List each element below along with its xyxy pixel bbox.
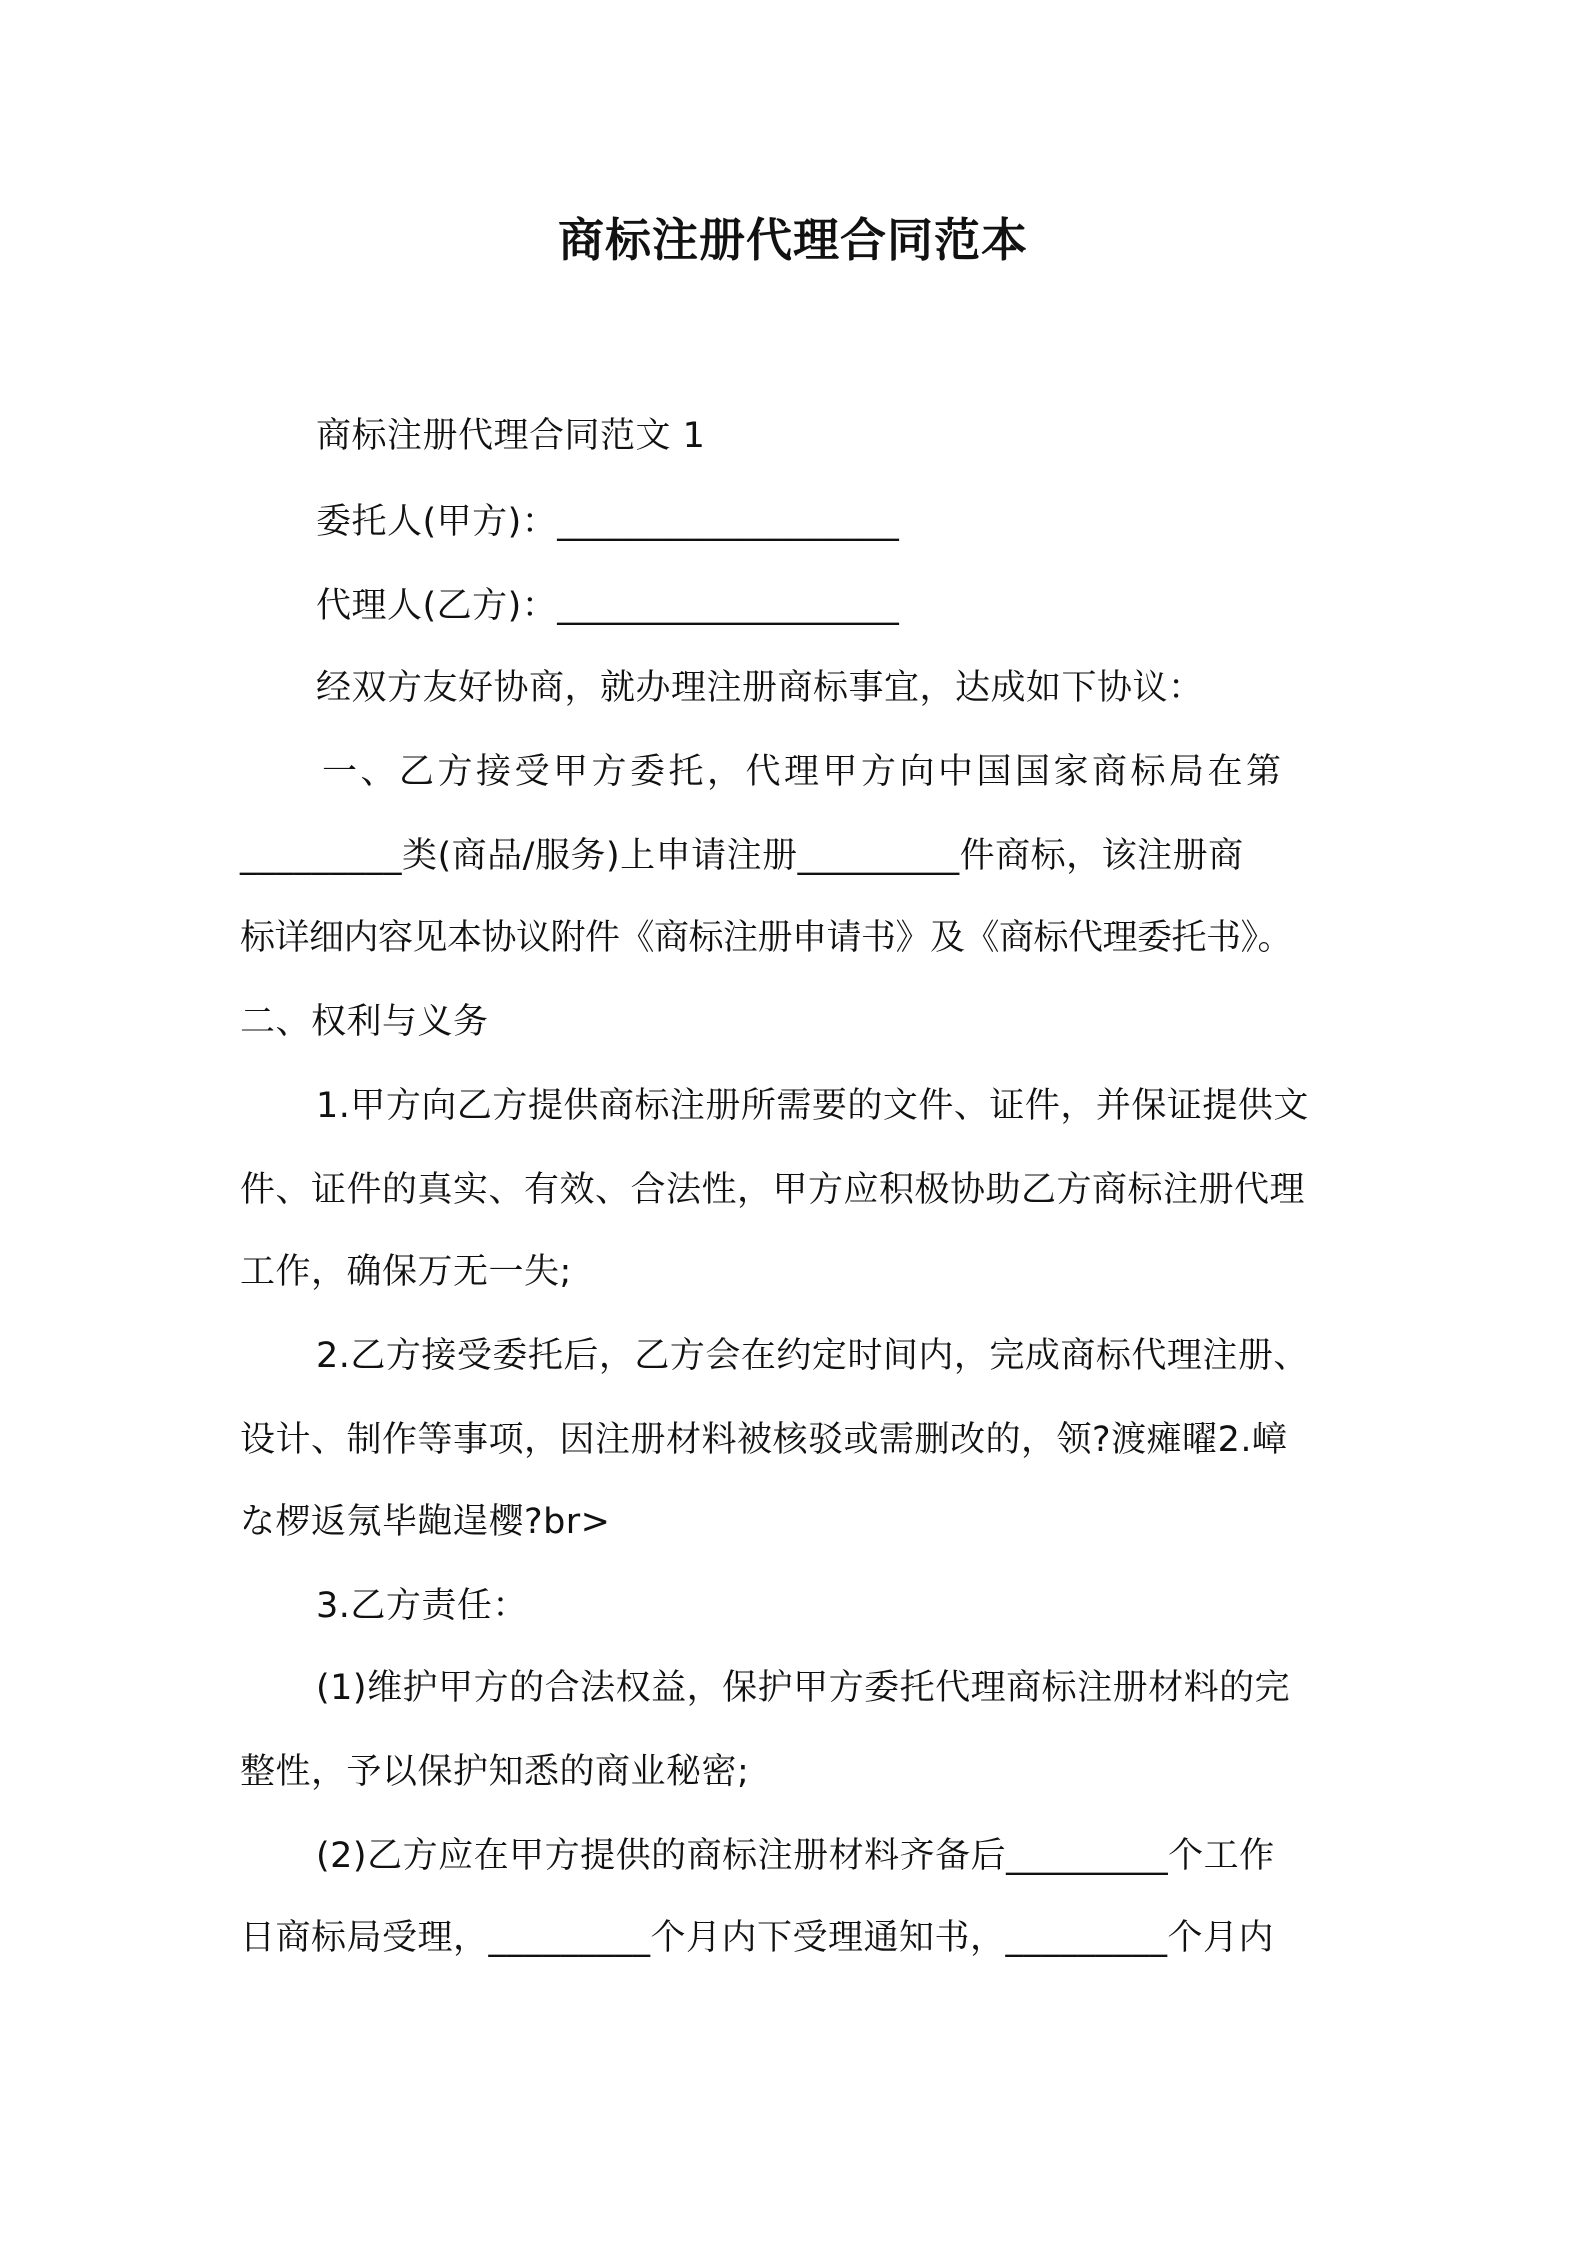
item-3-2-line-2: 日商标局受理，_________个月内下受理通知书，_________个月内 [240, 1918, 1275, 1958]
document-title: 商标注册代理合同范本 [558, 213, 1028, 267]
item-2-line-3: な椤返氖毕龅逞樱?br> [240, 1502, 611, 1542]
item-2-line-1: 2.乙方接受委托后，乙方会在约定时间内，完成商标代理注册、 [316, 1336, 1309, 1376]
clause-1-line-2: _________类(商品/服务)上申请注册_________件商标，该注册商 [240, 836, 1244, 876]
item-2-line-2: 设计、制作等事项，因注册材料被核驳或需删改的，领?渡瘫曜2.嶂 [240, 1420, 1288, 1460]
item-1-line-1: 1.甲方向乙方提供商标注册所需要的文件、证件，并保证提供文 [316, 1086, 1309, 1126]
section-heading-rights: 二、权利与义务 [240, 1002, 489, 1042]
paragraph-principal: 委托人(甲方)：___________________ [316, 502, 900, 542]
clause-1-line-3: 标详细内容见本协议附件《商标注册申请书》及《商标代理委托书》。 [240, 918, 1293, 958]
item-3-2-line-1: (2)乙方应在甲方提供的商标注册材料齐备后_________个工作 [316, 1836, 1275, 1876]
paragraph-subtitle: 商标注册代理合同范文 1 [316, 416, 706, 456]
paragraph-intro: 经双方友好协商，就办理注册商标事宜，达成如下协议： [316, 668, 1204, 708]
item-3-heading: 3.乙方责任： [316, 1586, 528, 1626]
item-1-line-3: 工作，确保万无一失; [240, 1252, 572, 1292]
item-3-1-line-1: (1)维护甲方的合法权益，保护甲方委托代理商标注册材料的完 [316, 1668, 1291, 1708]
item-1-line-2: 件、证件的真实、有效、合法性，甲方应积极协助乙方商标注册代理 [240, 1170, 1306, 1210]
paragraph-agent: 代理人(乙方)：___________________ [316, 586, 900, 626]
clause-1-line-1: 一、乙方接受甲方委托，代理甲方向中国国家商标局在第 [322, 752, 1285, 792]
item-3-1-line-2: 整性，予以保护知悉的商业秘密; [240, 1752, 750, 1792]
